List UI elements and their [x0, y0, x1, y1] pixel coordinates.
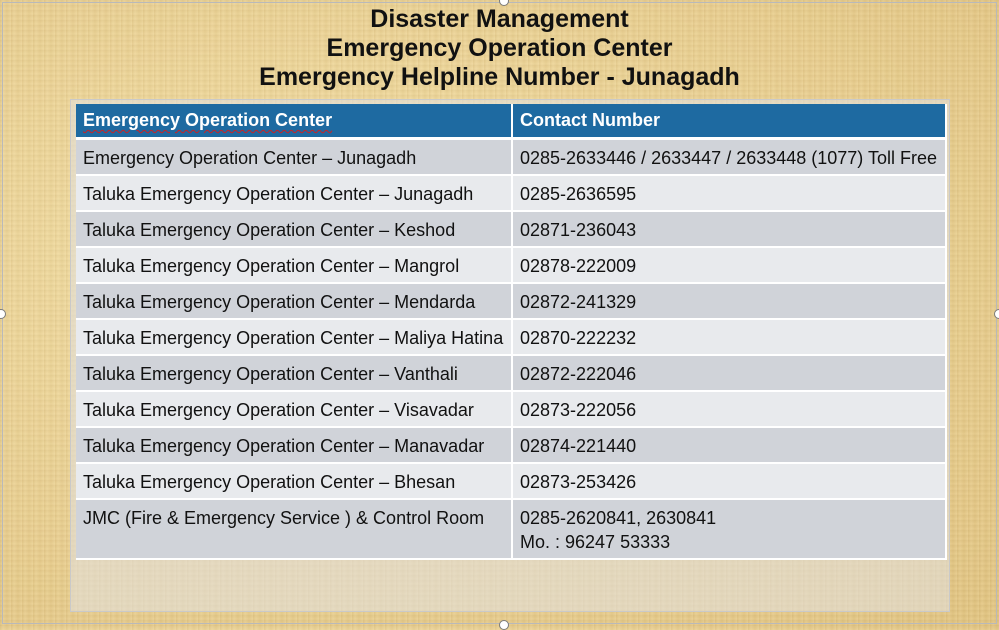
- cell-contact[interactable]: 02871-236043: [512, 211, 946, 247]
- cell-contact[interactable]: 0285-2633446 / 2633447 / 2633448 (1077) Toll Free: [512, 139, 946, 176]
- cell-center[interactable]: Taluka Emergency Operation Center – Junagadh: [76, 175, 512, 211]
- cell-center[interactable]: Taluka Emergency Operation Center – Mendarda: [76, 283, 512, 319]
- header-center[interactable]: Emergency Operation Center: [76, 104, 512, 139]
- cell-center[interactable]: Taluka Emergency Operation Center – Manavadar: [76, 427, 512, 463]
- slide-title: [0, 5, 999, 92]
- cell-center[interactable]: Taluka Emergency Operation Center – Bhesan: [76, 463, 512, 499]
- table-row: [76, 139, 946, 176]
- cell-contact[interactable]: 02873-222056: [512, 391, 946, 427]
- resize-handle-right[interactable]: [994, 309, 999, 319]
- table-row: [76, 463, 946, 499]
- contact-phone-line: 0285-2620841, 2630841: [520, 508, 717, 528]
- helpline-table: [76, 104, 947, 560]
- cell-center[interactable]: Taluka Emergency Operation Center – Maliya Hatina: [76, 319, 512, 355]
- cell-center[interactable]: Taluka Emergency Operation Center – Visavadar: [76, 391, 512, 427]
- cell-contact[interactable]: 02872-241329: [512, 283, 946, 319]
- cell-center[interactable]: Emergency Operation Center – Junagadh: [76, 139, 512, 176]
- title-line-3: Emergency Helpline Number - Junagadh: [259, 63, 740, 91]
- cell-contact[interactable]: 0285-2636595: [512, 175, 946, 211]
- cell-contact[interactable]: 02874-221440: [512, 427, 946, 463]
- resize-handle-bottom[interactable]: [499, 620, 509, 630]
- cell-contact[interactable]: 02878-222009: [512, 247, 946, 283]
- table-header-row: [76, 104, 946, 139]
- contact-mobile-line: Mo. : 96247 53333: [520, 532, 671, 552]
- cell-contact[interactable]: [512, 499, 946, 559]
- table-row: [76, 319, 946, 355]
- cell-contact[interactable]: 02872-222046: [512, 355, 946, 391]
- title-line-1: Disaster Management: [370, 5, 629, 33]
- title-line-2: Emergency Operation Center: [326, 34, 673, 62]
- table-row: [76, 211, 946, 247]
- cell-center[interactable]: Taluka Emergency Operation Center – Keshod: [76, 211, 512, 247]
- header-contact[interactable]: Contact Number: [512, 104, 946, 139]
- table-row: [76, 355, 946, 391]
- table-row: [76, 499, 946, 559]
- table-row: [76, 391, 946, 427]
- resize-handle-left[interactable]: [0, 309, 6, 319]
- table-row: [76, 283, 946, 319]
- cell-contact[interactable]: 02873-253426: [512, 463, 946, 499]
- cell-center[interactable]: JMC (Fire & Emergency Service ) & Control Room: [76, 499, 512, 559]
- cell-center[interactable]: Taluka Emergency Operation Center – Mangrol: [76, 247, 512, 283]
- cell-contact[interactable]: 02870-222232: [512, 319, 946, 355]
- table-row: [76, 175, 946, 211]
- cell-center[interactable]: Taluka Emergency Operation Center – Vanthali: [76, 355, 512, 391]
- table-row: [76, 427, 946, 463]
- table-row: [76, 247, 946, 283]
